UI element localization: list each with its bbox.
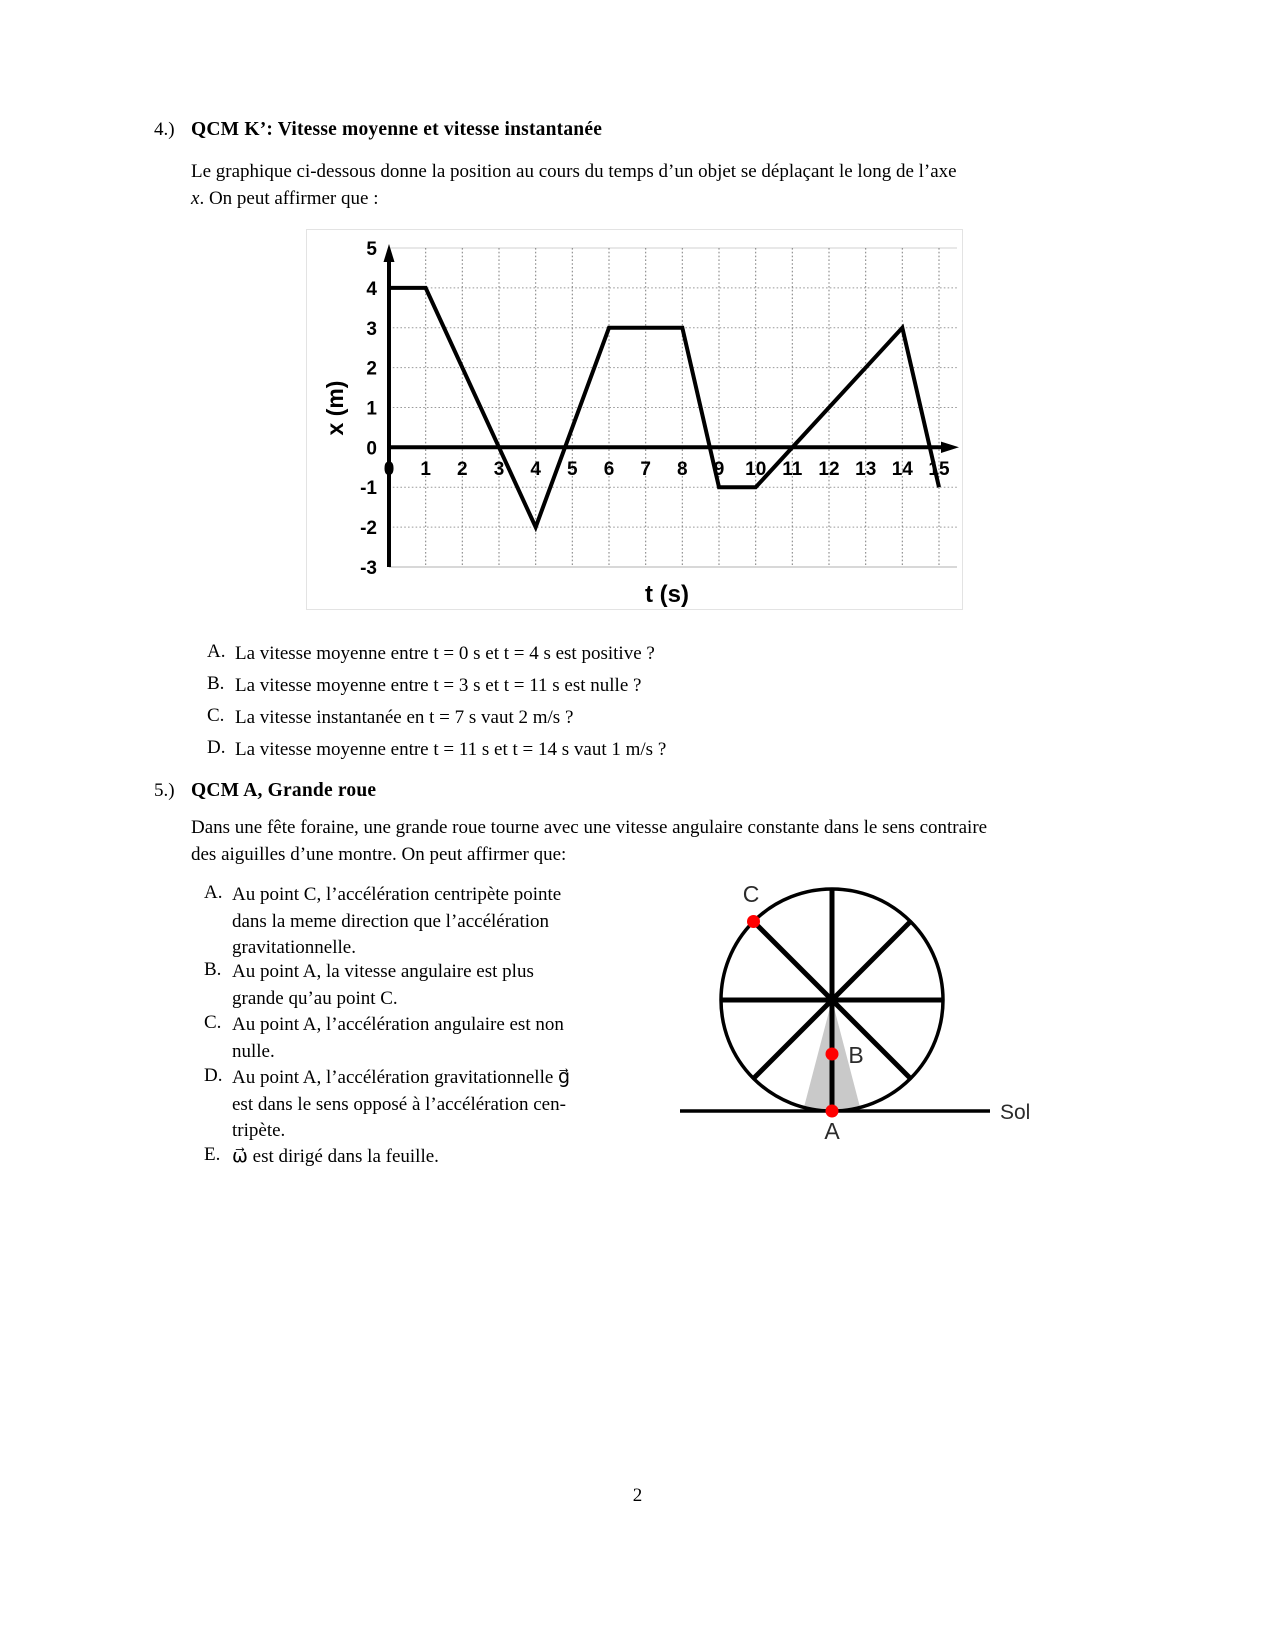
- svg-text:12: 12: [818, 459, 840, 480]
- chart-x-tick-labels: [384, 459, 950, 480]
- q5-option-b-line2: grande qu’au point C.: [232, 987, 398, 1009]
- svg-text:1: 1: [366, 398, 377, 420]
- position-time-chart-svg: [307, 230, 962, 609]
- q5-option-e-label: E.: [204, 1144, 221, 1165]
- q5-option-d-label: D.: [204, 1065, 223, 1086]
- svg-text:2: 2: [366, 358, 377, 380]
- chart-y-tick-labels: [360, 239, 377, 579]
- point-c-label: C: [742, 881, 760, 907]
- svg-text:8: 8: [677, 459, 688, 480]
- q4-option-a-label: A.: [207, 641, 226, 662]
- q5-option-c-text[interactable]: [232, 1012, 630, 1065]
- q5-option-d-text[interactable]: [232, 1065, 630, 1145]
- q4-option-b-label: B.: [207, 673, 225, 694]
- q5-option-d-line2: est dans le sens opposé à l’accélération cen-: [232, 1093, 566, 1115]
- question-4-intro-line1: Le graphique ci-dessous donne la position au cours du temps d’un objet se déplaçant le long de l’axe: [191, 161, 957, 182]
- q5-option-e-line1: ω⃗ est dirigé dans la feuille.: [232, 1146, 439, 1167]
- point-c-marker: [747, 915, 760, 928]
- q4-option-d-label: D.: [207, 737, 226, 758]
- point-a-marker: [826, 1105, 839, 1118]
- question-5-title: QCM A, Grande roue: [191, 780, 377, 801]
- q4-option-d-text[interactable]: La vitesse moyenne entre t = 11 s et t = 14 s vaut 1 m/s ?: [235, 739, 667, 760]
- q5-option-d-line1: Au point A, l’accélération gravitationnelle g⃗: [232, 1067, 571, 1088]
- svg-text:-2: -2: [360, 518, 377, 540]
- svg-text:5: 5: [366, 239, 377, 260]
- q4-option-c-label: C.: [207, 705, 225, 726]
- q4-option-a-text[interactable]: La vitesse moyenne entre t = 0 s et t = 4 s est positive ?: [235, 643, 655, 664]
- svg-text:6: 6: [603, 459, 615, 480]
- svg-text:0: 0: [383, 459, 395, 480]
- axis-variable-x: x: [191, 188, 200, 209]
- page-number: 2: [632, 1485, 643, 1506]
- svg-text:13: 13: [855, 459, 877, 480]
- q5-option-b-text[interactable]: [232, 959, 630, 1012]
- q5-option-a-line1: Au point C, l’accélération centripète pointe: [232, 884, 562, 905]
- chart-y-axis-label: x (m): [322, 380, 348, 436]
- svg-text:14: 14: [891, 459, 913, 480]
- question-4-intro-line2-rest: . On peut affirmer que :: [199, 188, 379, 209]
- chart-x-axis-label: t (s): [645, 581, 689, 608]
- question-5-number: 5.): [154, 780, 175, 801]
- question-4-title: QCM K’: Vitesse moyenne et vitesse instantanée: [191, 119, 603, 140]
- svg-text:15: 15: [928, 459, 950, 480]
- svg-text:2: 2: [457, 459, 468, 480]
- q5-option-b-line1: Au point A, la vitesse angulaire est plus: [232, 961, 534, 982]
- q5-option-d-line3: tripète.: [232, 1120, 286, 1141]
- q5-option-c-line1: Au point A, l’accélération angulaire est non: [232, 1014, 564, 1035]
- position-time-chart: [306, 229, 963, 610]
- svg-text:5: 5: [567, 459, 578, 480]
- svg-text:3: 3: [366, 318, 377, 340]
- q5-option-a-text[interactable]: [232, 882, 630, 962]
- ferris-wheel-svg: [672, 876, 1062, 1151]
- svg-text:11: 11: [782, 459, 803, 480]
- ferris-wheel-diagram: [672, 876, 1062, 1151]
- svg-text:3: 3: [493, 459, 505, 480]
- point-a-label: A: [824, 1118, 840, 1144]
- q5-option-a-label: A.: [204, 882, 223, 903]
- svg-text:1: 1: [420, 459, 431, 480]
- chart-gridlines-horizontal: [389, 288, 957, 527]
- q4-option-b-text[interactable]: La vitesse moyenne entre t = 3 s et t = 11 s est nulle ?: [235, 675, 642, 696]
- question-5-intro-line2: des aiguilles d’une montre. On peut affirmer que:: [191, 844, 567, 865]
- svg-text:4: 4: [366, 279, 377, 300]
- q5-option-b-label: B.: [204, 959, 222, 980]
- svg-text:7: 7: [640, 459, 651, 480]
- q4-option-c-text[interactable]: La vitesse instantanée en t = 7 s vaut 2 m/s ?: [235, 707, 574, 728]
- q5-option-a-line3: gravitationnelle.: [232, 937, 356, 958]
- svg-text:0: 0: [366, 438, 377, 460]
- svg-text:9: 9: [713, 459, 725, 480]
- question-4-intro-line2: [191, 185, 1075, 212]
- question-5-intro-line1: Dans une fête foraine, une grande roue tourne avec une vitesse angulaire constante dans le sens contraire: [191, 817, 988, 838]
- svg-text:-1: -1: [360, 478, 377, 500]
- point-b-marker: [826, 1048, 839, 1061]
- svg-text:-3: -3: [360, 558, 377, 579]
- ground-label: Sol: [1000, 1101, 1031, 1124]
- q5-option-c-line2: nulle.: [232, 1040, 275, 1062]
- point-b-label: B: [848, 1042, 864, 1068]
- chart-y-axis: [384, 244, 395, 567]
- question-4-number: 4.): [154, 119, 175, 140]
- q5-option-c-label: C.: [204, 1012, 222, 1033]
- q5-option-e-text[interactable]: [232, 1144, 630, 1171]
- q5-option-a-line2: dans la meme direction que l’accélération: [232, 910, 550, 932]
- chart-x-axis: [389, 442, 959, 453]
- svg-text:4: 4: [530, 459, 541, 480]
- svg-text:10: 10: [745, 459, 767, 480]
